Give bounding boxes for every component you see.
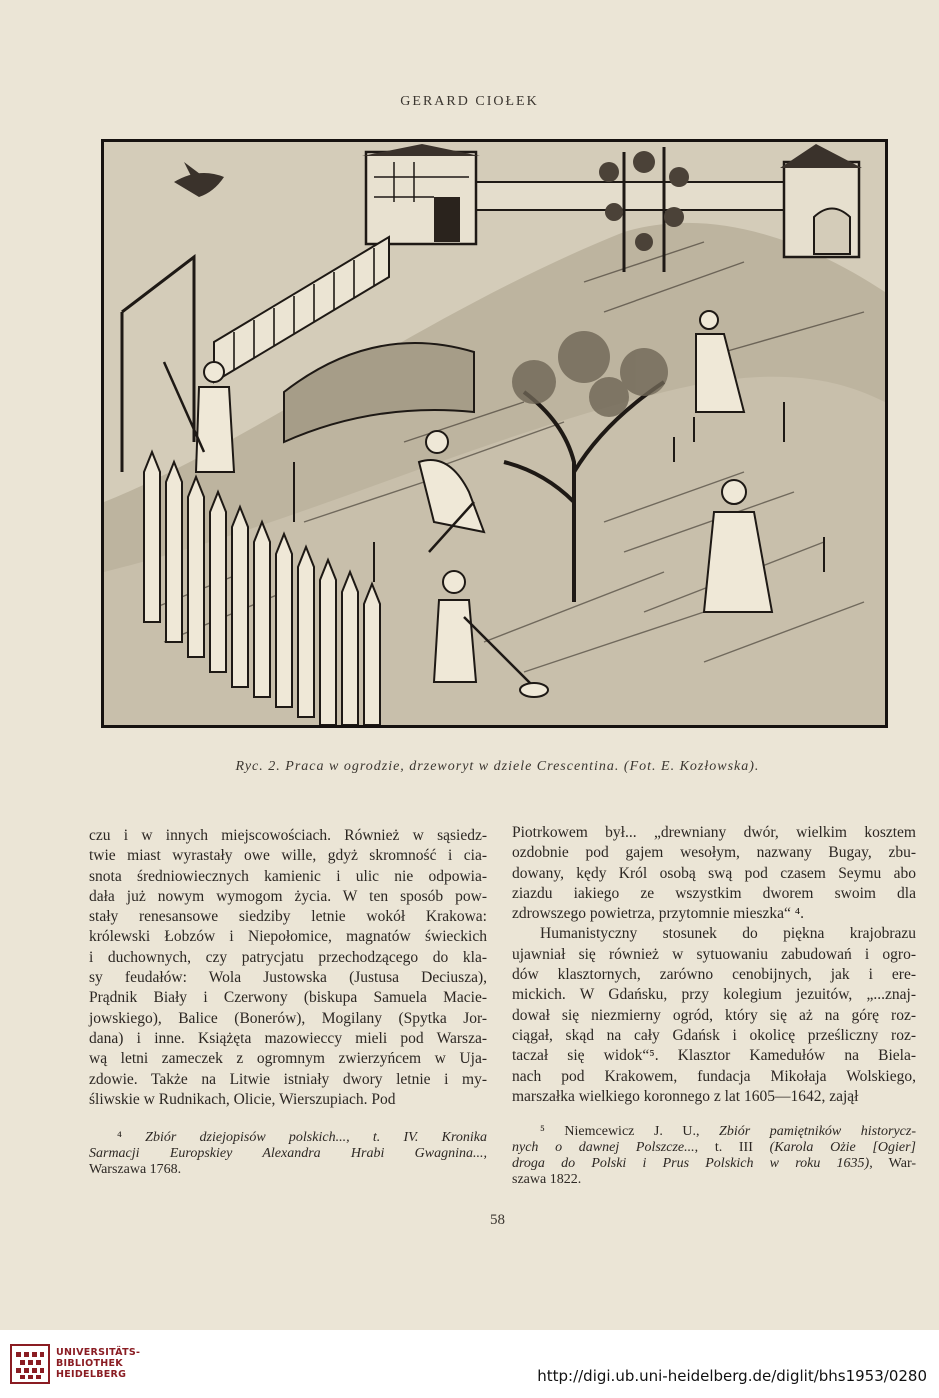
text-line: śliwskie w Rudnikach, Olicie, Wierszupiach. Pod bbox=[89, 1090, 396, 1108]
text-line: dana) i inne. Książęta mazowieccy mieli pod Warsza- bbox=[89, 1029, 487, 1047]
right-text-column bbox=[512, 823, 916, 1107]
library-name-line: BIBLIOTHEK bbox=[56, 1358, 123, 1369]
page-number: 58 bbox=[490, 1212, 505, 1228]
footnote-line bbox=[512, 1140, 916, 1156]
text-line: dował się niezmierny ogród, który się aż na górę roz- bbox=[512, 1006, 916, 1024]
footnote-5 bbox=[512, 1124, 916, 1188]
footnote-line bbox=[89, 1130, 487, 1146]
text-line: twie miast wyrastały owe wille, gdyż skromność i cia- bbox=[89, 847, 487, 865]
university-library-logo-icon bbox=[10, 1344, 50, 1384]
footnote-title: Zbiór dziejopisów polskich..., t. IV. Kronika bbox=[145, 1130, 487, 1145]
footnote-line: Warszawa 1768. bbox=[89, 1162, 182, 1177]
text-line: jowskiego), Balice (Bonerów), Mogilany (Spytka Jor- bbox=[89, 1009, 487, 1027]
footnote-author: ⁵ Niemcewicz J. U., bbox=[540, 1124, 720, 1139]
footnote-4 bbox=[89, 1130, 487, 1178]
library-name-line: UNIVERSITÄTS- bbox=[56, 1347, 141, 1358]
text-line: Piotrkowem był... „drewniany dwór, wielkim kosztem bbox=[512, 824, 916, 841]
footnote-title: nych o dawnej Polszcze... bbox=[512, 1140, 695, 1155]
footnote-line bbox=[512, 1124, 916, 1140]
woodcut-figure bbox=[101, 139, 888, 728]
footnote-marker: ⁴ bbox=[117, 1130, 122, 1145]
text-line: ozdobnie pod gajem wesołym, nazwany Bugay, zbu- bbox=[512, 844, 916, 862]
footnote-subtitle: droga do Polski i Prus Polskich w roku 1635) bbox=[512, 1156, 870, 1171]
text-line: ujawniał się również w sytuowaniu zabudowań i ogro- bbox=[512, 945, 916, 963]
viewer-footer bbox=[0, 1330, 939, 1398]
text-line: i duchownych, czy patrycjatu przechodzącego do kla- bbox=[89, 948, 487, 966]
text-line: zdrowszego powietrza, przytomnie mieszka“ ⁴. bbox=[512, 905, 805, 923]
text-line: sy feudałów: Wola Justowska (Justusa Deciusza), bbox=[89, 969, 487, 987]
footnote-place: , War- bbox=[869, 1156, 916, 1171]
text-line: czu i w innych miejscowościach. Również w sąsiedz- bbox=[89, 827, 487, 844]
library-name-line: HEIDELBERG bbox=[56, 1369, 127, 1380]
text-line: mickich. W Gdańsku, przy kolegium jezuitów, „...znaj- bbox=[512, 986, 916, 1004]
text-line: stały renesansowe siedziby letnie wokół Krakowa: bbox=[89, 908, 487, 926]
footnote-line: Sarmacji Europskiey Alexandra Hrabi Gwagnina..., bbox=[89, 1146, 487, 1161]
footnote-line bbox=[512, 1156, 916, 1172]
running-head: GERARD CIOŁEK bbox=[400, 94, 539, 109]
paragraph-first-line: Humanistyczny stosunek do piękna krajobrazu bbox=[540, 925, 916, 943]
left-text-column bbox=[89, 826, 487, 1110]
library-name[interactable] bbox=[56, 1347, 140, 1380]
figure-caption: Ryc. 2. Praca w ogrodzie, drzeworyt w dziele Crescentina. (Fot. E. Kozłowska). bbox=[235, 759, 760, 774]
text-line: nach pod Krakowem, fundacja Mikołaja Wolskiego, bbox=[512, 1067, 916, 1085]
text-line: wą letni zameczek z ogromnym zwierzyńcem w Uja- bbox=[89, 1050, 487, 1068]
footnote-title: Zbiór pamiętników historycz- bbox=[719, 1124, 916, 1139]
text-line: zdowie. Także na Litwie istniały dwory letnie i my- bbox=[89, 1070, 487, 1088]
text-line: ciągał, skąd na cały Gdańsk i okolicę prześliczny roz- bbox=[512, 1026, 916, 1044]
footnote-volume: , t. III bbox=[694, 1140, 770, 1155]
footnote-subtitle: (Karola Ożie [Ogier] bbox=[769, 1140, 916, 1155]
text-line: dała już nowym wymogom życia. W ten sposób pow- bbox=[89, 887, 487, 905]
text-line: dowany, kędy Król osobą swą pod czasem Seymu abo bbox=[512, 864, 916, 882]
text-line: Prądnik Biały i Czerwony (biskupa Samuela Macie- bbox=[89, 989, 487, 1007]
text-line: taczał się widok“⁵. Klasztor Kamedułów na Biela- bbox=[512, 1047, 916, 1065]
text-line: snota średniowiecznych kamienic i ulic nie odpowia- bbox=[89, 867, 487, 885]
footnote-line: szawa 1822. bbox=[512, 1172, 582, 1187]
text-line: królewski Łobzów i Niepołomice, magnatów świeckich bbox=[89, 928, 487, 946]
text-line: ziazdu iakiego ze wszystkim dworem swoim dla bbox=[512, 884, 916, 902]
permalink-url[interactable]: http://digi.ub.uni-heidelberg.de/diglit/bhs1953/0280 bbox=[537, 1367, 927, 1385]
text-line: marszałka wielkiego koronnego z lat 1605—1642, zajął bbox=[512, 1087, 859, 1105]
woodcut-illustration bbox=[104, 142, 885, 725]
text-line: dów klasztornych, zarówno cenobijnych, jak i ere- bbox=[512, 966, 916, 984]
